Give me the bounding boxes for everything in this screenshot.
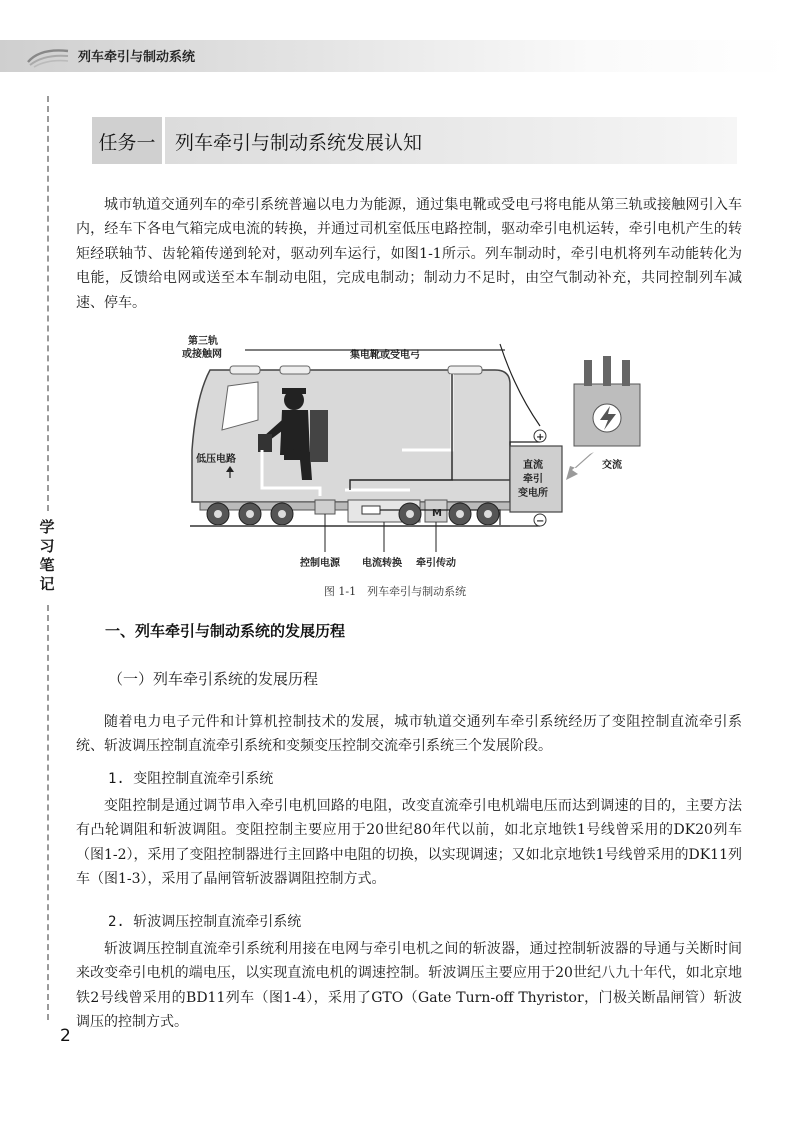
history-paragraph: 随着电力电子元件和计算机控制技术的发展，城市轨道交通列车牵引系统经历了变阻控制直流牵引系统、斩波调压控制直流牵引系统和变频变压控制交流牵引系统三个发展阶段。 xyxy=(76,714,742,755)
label-current-conversion: 电流转换 xyxy=(362,558,402,569)
label-traction-drive: 牵引传动 xyxy=(416,558,456,569)
label-substation-2: 牵引 xyxy=(523,474,543,485)
task-label: 任务一 xyxy=(98,132,156,154)
item2-heading: 2. 斩波调压控制直流牵引系统 xyxy=(108,914,302,930)
driver-seat xyxy=(310,410,328,462)
running-header xyxy=(0,40,790,76)
intro-paragraph: 城市轨道交通列车的牵引系统普遍以电力为能源，通过集电靴或受电弓将电能从第三轨或接触网引入车内，经车下各电气箱完成电流的转换，并通过司机室低压电路控制，驱动牵引电机运转，牵引电机产生的转矩经联轴节、齿轮箱传递到轮对，驱动列车运行，如图1-1所示。列车制动时，牵引电机将列车动能转化为电能，反馈给电网或送至本车制动电阻，完成电制动；制动力不足时，由空气制动补充，共同控制列车减速、停车。 xyxy=(76,197,742,311)
transformer-icon xyxy=(574,356,640,446)
ac-arrow-icon xyxy=(566,452,594,480)
label-substation-1: 直流 xyxy=(523,460,543,471)
item2-paragraph: 斩波调压控制直流牵引系统利用接在电网与牵引电机之间的斩波器，通过控制斩波器的导通与关断时间来改变牵引电机的端电压，以实现直流电机的调速控制。斩波调压主要应用于20世纪八九十年代，如北京地铁2号线曾采用的BD11列车（图1-4），采用了GTO（Gate Turn-off Thyristor，门极关断晶闸管）斩波调压的控制方式。 xyxy=(76,941,742,1031)
subsection-heading: （一）列车牵引系统的发展历程 xyxy=(108,670,319,688)
svg-text:−: − xyxy=(536,516,545,527)
label-control-power: 控制电源 xyxy=(300,558,340,569)
task-banner xyxy=(92,117,737,164)
label-third-rail: 第三轨 xyxy=(188,336,218,347)
label-substation-3: 变电所 xyxy=(518,488,548,499)
study-notes-label: 学习笔记 xyxy=(36,518,58,594)
label-catenary: 或接触网 xyxy=(182,349,222,360)
item1-heading: 1. 变阻控制直流牵引系统 xyxy=(108,771,274,787)
figure-traction-braking-diagram xyxy=(170,330,660,578)
label-low-voltage: 低压电路 xyxy=(196,454,236,465)
svg-text:+: + xyxy=(536,432,545,443)
figure-caption: 图 1-1 列车牵引与制动系统 xyxy=(323,585,467,598)
task-title: 列车牵引与制动系统发展认知 xyxy=(175,132,423,154)
item1-paragraph: 变阻控制是通过调节串入牵引电机回路的电阻，改变直流牵引电机端电压而达到调速的目的，主要方法有凸轮调阻和斩波调阻。变阻控制主要应用于20世纪80年代以前，如北京地铁1号线曾采用的DK20列车（图1-2），采用了变阻控制器进行主回路中电阻的切换，以实现调速；又如北京地铁1号线曾采用的DK11列车（图1-3），采用了晶闸管斩波器调阻控制方式。 xyxy=(76,798,742,888)
label-ac: 交流 xyxy=(602,460,622,471)
motor-label: M xyxy=(432,508,442,519)
section-heading: 一、列车牵引与制动系统的发展历程 xyxy=(105,622,346,640)
control-power-box xyxy=(315,500,335,514)
margin-dashed-line-lower xyxy=(47,605,49,1020)
label-collector: 集电靴或受电弓 xyxy=(350,350,420,361)
running-title: 列车牵引与制动系统 xyxy=(78,50,196,65)
train-logo-icon xyxy=(26,46,70,68)
page-number: 2 xyxy=(60,1026,71,1046)
control-handle xyxy=(258,434,272,452)
margin-dashed-line xyxy=(47,96,49,511)
